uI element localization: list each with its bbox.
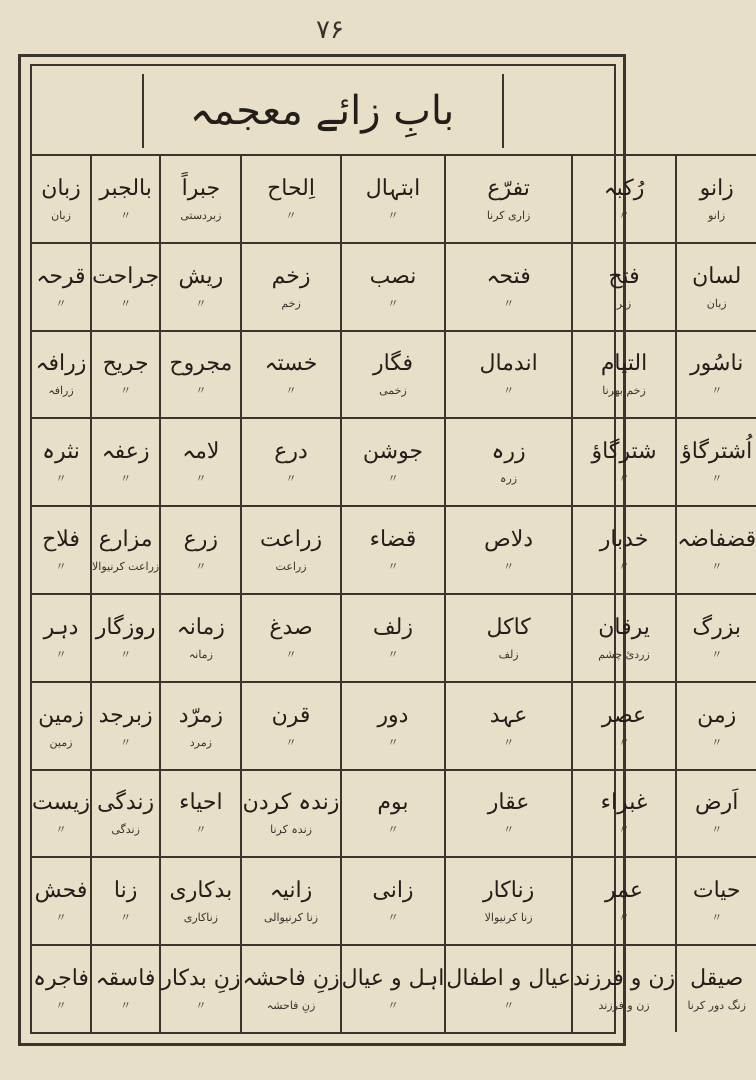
- entry-meaning: 〃: [120, 472, 132, 486]
- entry-meaning: 〃: [618, 823, 630, 837]
- entry-word: اہل و عیال: [341, 966, 445, 992]
- vocabulary-cell: [675, 505, 756, 593]
- vocabulary-cell: [675, 681, 756, 769]
- entry-meaning: زمین: [49, 735, 73, 749]
- entry-meaning: 〃: [120, 999, 132, 1013]
- entry-word: زندہ کردن: [242, 790, 340, 816]
- entry-word: عصر: [601, 702, 647, 728]
- vocabulary-cell: [240, 681, 339, 769]
- entry-meaning: زبر: [616, 296, 632, 310]
- vocabulary-cell: [571, 505, 675, 593]
- entry-meaning: زبان: [706, 296, 727, 310]
- vocabulary-cell: [32, 681, 90, 769]
- entry-meaning: 〃: [120, 911, 132, 925]
- entry-word: نثرہ: [42, 439, 80, 465]
- vocabulary-cell: [240, 242, 339, 330]
- entry-word: زمانہ: [176, 614, 225, 640]
- entry-word: زرع: [183, 527, 219, 553]
- entry-word: زانی: [372, 878, 414, 904]
- entry-meaning: زردیٔ چشم: [598, 647, 650, 661]
- entry-meaning: 〃: [503, 999, 515, 1013]
- entry-word: زرافہ: [35, 351, 87, 377]
- entry-word: مزارع: [98, 527, 153, 553]
- vocabulary-cell: [340, 769, 445, 857]
- vocabulary-cell: [444, 242, 571, 330]
- vocabulary-cell: [444, 593, 571, 681]
- entry-meaning: زن و فرزند: [598, 999, 650, 1013]
- entry-meaning: 〃: [285, 472, 297, 486]
- vocabulary-cell: [675, 944, 756, 1032]
- entry-meaning: زخم بھرنا: [602, 384, 646, 398]
- entry-word: اَرض: [695, 790, 739, 816]
- entry-meaning: 〃: [711, 560, 723, 574]
- entry-word: فگار: [372, 351, 413, 377]
- entry-word: قرن: [271, 702, 311, 728]
- vocabulary-cell: [675, 417, 756, 505]
- entry-word: زن و فرزند: [572, 966, 676, 992]
- entry-meaning: 〃: [387, 999, 399, 1013]
- vocabulary-cell: [675, 769, 756, 857]
- vocabulary-cell: [340, 681, 445, 769]
- entry-word: زمرّد: [178, 702, 224, 728]
- entry-word: اندمال: [479, 351, 538, 377]
- entry-word: زعفہ: [101, 439, 150, 465]
- vocabulary-cell: [675, 154, 756, 242]
- entry-meaning: 〃: [503, 735, 515, 749]
- entry-word: بوم: [377, 790, 409, 816]
- entry-meaning: 〃: [55, 911, 67, 925]
- entry-word: کاکل: [486, 614, 531, 640]
- vocabulary-cell: [32, 769, 90, 857]
- entry-meaning: 〃: [55, 999, 67, 1013]
- entry-word: عمر: [605, 878, 644, 904]
- entry-meaning: 〃: [55, 472, 67, 486]
- entry-word: زانو: [699, 175, 734, 201]
- vocabulary-cell: [240, 154, 339, 242]
- vocabulary-cell: [340, 154, 445, 242]
- entry-word: احیاء: [179, 790, 223, 816]
- entry-word: لسان: [692, 263, 742, 289]
- entry-word: فحش: [34, 878, 88, 904]
- vocabulary-cell: [340, 242, 445, 330]
- entry-meaning: 〃: [387, 647, 399, 661]
- entry-word: صیقل: [690, 966, 744, 992]
- vocabulary-cell: [32, 330, 90, 418]
- entry-word: زانیہ: [269, 878, 313, 904]
- entry-meaning: 〃: [503, 560, 515, 574]
- entry-word: لامہ: [182, 439, 220, 465]
- vocabulary-cell: [159, 856, 240, 944]
- title-divider-right: [502, 74, 504, 148]
- entry-word: جبراً: [181, 175, 221, 201]
- entry-meaning: زرافہ: [48, 384, 74, 398]
- entry-meaning: 〃: [55, 296, 67, 310]
- vocabulary-cell: [675, 242, 756, 330]
- vocabulary-cell: [32, 417, 90, 505]
- entry-meaning: 〃: [195, 999, 207, 1013]
- entry-word: دور: [377, 702, 409, 728]
- entry-word: دلاص: [484, 527, 534, 553]
- entry-word: فاسقہ: [95, 966, 156, 992]
- vocabulary-cell: [240, 944, 339, 1032]
- vocabulary-cell: [571, 330, 675, 418]
- page-number: ۷۶: [316, 15, 344, 45]
- entry-meaning: 〃: [387, 472, 399, 486]
- vocabulary-cell: [159, 154, 240, 242]
- vocabulary-cell: [159, 505, 240, 593]
- entry-meaning: 〃: [195, 823, 207, 837]
- vocabulary-cell: [340, 505, 445, 593]
- entry-meaning: زمرد: [189, 735, 212, 749]
- vocabulary-cell: [159, 417, 240, 505]
- entry-meaning: زخم: [281, 296, 301, 310]
- vocabulary-cell: [444, 769, 571, 857]
- vocabulary-cell: [32, 242, 90, 330]
- entry-word: خدبار: [599, 527, 649, 553]
- vocabulary-cell: [571, 769, 675, 857]
- entry-meaning: زنا کرنیوالا: [484, 911, 533, 925]
- vocabulary-cell: [571, 944, 675, 1032]
- entry-meaning: 〃: [387, 735, 399, 749]
- entry-meaning: 〃: [285, 735, 297, 749]
- vocabulary-cell: [571, 681, 675, 769]
- vocabulary-cell: [159, 944, 240, 1032]
- entry-meaning: 〃: [195, 560, 207, 574]
- entry-word: جریح: [102, 351, 149, 377]
- entry-meaning: زنگ دور کرنا: [687, 999, 746, 1013]
- vocabulary-cell: [32, 856, 90, 944]
- entry-word: زخم: [271, 263, 311, 289]
- entry-meaning: 〃: [120, 384, 132, 398]
- vocabulary-cell: [240, 593, 339, 681]
- entry-meaning: زنِ فاحشہ: [266, 999, 316, 1013]
- vocabulary-cell: [90, 505, 159, 593]
- entry-word: مجروح: [169, 351, 233, 377]
- entry-meaning: 〃: [387, 823, 399, 837]
- vocabulary-cell: [340, 417, 445, 505]
- entry-meaning: زراعت: [275, 560, 307, 574]
- vocabulary-cell: [159, 769, 240, 857]
- entry-meaning: زناکاری: [183, 911, 218, 925]
- entry-meaning: 〃: [711, 735, 723, 749]
- entry-word: زراعت: [260, 527, 323, 553]
- entry-word: ناسُور: [690, 351, 744, 377]
- entry-meaning: 〃: [711, 647, 723, 661]
- entry-word: خستہ: [264, 351, 318, 377]
- entry-meaning: زلف: [498, 647, 519, 661]
- entry-meaning: 〃: [387, 911, 399, 925]
- entry-meaning: 〃: [711, 384, 723, 398]
- entry-meaning: زاری کرنا: [486, 208, 531, 222]
- vocabulary-cell: [571, 593, 675, 681]
- vocabulary-cell: [240, 505, 339, 593]
- entry-word: عہد: [489, 702, 528, 728]
- entry-word: زرہ: [491, 439, 526, 465]
- entry-meaning: زبردستی: [180, 208, 222, 222]
- entry-meaning: 〃: [387, 296, 399, 310]
- vocabulary-cell: [90, 856, 159, 944]
- entry-word: ابتہال: [365, 175, 421, 201]
- vocabulary-cell: [159, 681, 240, 769]
- entry-meaning: 〃: [618, 735, 630, 749]
- entry-meaning: 〃: [120, 647, 132, 661]
- entry-meaning: 〃: [120, 296, 132, 310]
- entry-word: دہر: [43, 614, 79, 640]
- entry-meaning: 〃: [195, 472, 207, 486]
- table-frame: [30, 64, 756, 1034]
- vocabulary-cell: [90, 242, 159, 330]
- entry-meaning: 〃: [195, 296, 207, 310]
- entry-word: بزرگ: [692, 614, 741, 640]
- vocabulary-cell: [571, 856, 675, 944]
- vocabulary-cell: [90, 417, 159, 505]
- vocabulary-cell: [444, 330, 571, 418]
- entry-meaning: 〃: [387, 208, 399, 222]
- entry-word: یرقان: [598, 614, 650, 640]
- entry-meaning: زرہ: [500, 472, 518, 486]
- vocabulary-cell: [159, 242, 240, 330]
- vocabulary-cell: [571, 154, 675, 242]
- entry-meaning: 〃: [503, 384, 515, 398]
- entry-word: زنا: [113, 878, 138, 904]
- vocabulary-cell: [240, 769, 339, 857]
- entry-meaning: 〃: [285, 384, 297, 398]
- vocabulary-cell: [90, 154, 159, 242]
- entry-word: زنِ فاحشہ: [242, 966, 340, 992]
- entry-meaning: 〃: [618, 208, 630, 222]
- entry-meaning: زانو: [708, 208, 726, 222]
- vocabulary-grid: [32, 154, 756, 1032]
- entry-word: فتحہ: [486, 263, 531, 289]
- vocabulary-cell: [444, 154, 571, 242]
- entry-meaning: 〃: [285, 208, 297, 222]
- entry-meaning: 〃: [618, 560, 630, 574]
- entry-meaning: 〃: [711, 911, 723, 925]
- vocabulary-cell: [444, 681, 571, 769]
- entry-meaning: 〃: [503, 823, 515, 837]
- entry-meaning: 〃: [618, 472, 630, 486]
- entry-word: قضفاضہ: [677, 527, 756, 553]
- entry-word: زناکار: [482, 878, 535, 904]
- entry-word: زیست: [32, 790, 90, 816]
- vocabulary-cell: [240, 417, 339, 505]
- vocabulary-cell: [32, 154, 90, 242]
- entry-word: صدغ: [269, 614, 313, 640]
- entry-word: تفرّع: [487, 175, 530, 201]
- entry-meaning: 〃: [711, 823, 723, 837]
- entry-word: ریش: [178, 263, 224, 289]
- entry-word: فتح: [608, 263, 640, 289]
- entry-word: بالجبر: [99, 175, 152, 201]
- vocabulary-cell: [444, 417, 571, 505]
- vocabulary-cell: [32, 505, 90, 593]
- entry-meaning: 〃: [55, 560, 67, 574]
- entry-meaning: 〃: [120, 208, 132, 222]
- entry-meaning: زبان: [51, 208, 71, 222]
- title-divider-left: [142, 74, 144, 148]
- title-box: [32, 66, 614, 156]
- entry-word: زمین: [38, 702, 84, 728]
- entry-meaning: 〃: [120, 735, 132, 749]
- entry-meaning: زخمی: [379, 384, 407, 398]
- entry-word: جراحت: [92, 263, 160, 289]
- vocabulary-cell: [340, 944, 445, 1032]
- vocabulary-cell: [444, 505, 571, 593]
- entry-word: روزگار: [95, 614, 156, 640]
- entry-word: عیال و اطفال: [446, 966, 571, 992]
- vocabulary-cell: [240, 330, 339, 418]
- entry-word: جوشن: [362, 439, 424, 465]
- entry-word: فاجرہ: [33, 966, 89, 992]
- entry-meaning: 〃: [285, 647, 297, 661]
- entry-meaning: 〃: [387, 560, 399, 574]
- vocabulary-cell: [675, 593, 756, 681]
- entry-word: زبرجد: [98, 702, 153, 728]
- entry-word: درع: [274, 439, 308, 465]
- vocabulary-cell: [90, 330, 159, 418]
- vocabulary-cell: [90, 944, 159, 1032]
- entry-word: عقار: [487, 790, 530, 816]
- entry-word: اِلحاح: [267, 175, 315, 201]
- entry-word: قضاء: [369, 527, 417, 553]
- vocabulary-cell: [159, 330, 240, 418]
- vocabulary-cell: [90, 769, 159, 857]
- entry-word: زلف: [372, 614, 414, 640]
- entry-word: غبراء: [600, 790, 648, 816]
- entry-meaning: زمانہ: [188, 647, 213, 661]
- entry-word: اُشترگاؤ: [681, 439, 753, 465]
- entry-meaning: زندگی: [111, 823, 140, 837]
- entry-word: زنِ بدکار: [161, 966, 241, 992]
- entry-word: رُکبہ: [603, 175, 645, 201]
- vocabulary-cell: [340, 593, 445, 681]
- vocabulary-cell: [90, 681, 159, 769]
- vocabulary-cell: [90, 593, 159, 681]
- vocabulary-cell: [32, 593, 90, 681]
- entry-meaning: 〃: [711, 472, 723, 486]
- entry-meaning: 〃: [55, 823, 67, 837]
- vocabulary-cell: [32, 944, 90, 1032]
- entry-word: بدکاری: [169, 878, 233, 904]
- entry-meaning: زراعت کرنیوالا: [91, 560, 160, 574]
- vocabulary-cell: [240, 856, 339, 944]
- vocabulary-cell: [340, 330, 445, 418]
- entry-word: شترگاؤ: [591, 439, 657, 465]
- entry-meaning: زنا کرنیوالی: [263, 911, 319, 925]
- entry-word: حیات: [692, 878, 741, 904]
- entry-word: زمن: [697, 702, 737, 728]
- entry-word: قرحہ: [36, 263, 86, 289]
- vocabulary-cell: [444, 856, 571, 944]
- vocabulary-cell: [444, 944, 571, 1032]
- entry-word: نصب: [369, 263, 417, 289]
- entry-meaning: 〃: [195, 384, 207, 398]
- entry-meaning: 〃: [618, 911, 630, 925]
- vocabulary-cell: [571, 242, 675, 330]
- vocabulary-cell: [340, 856, 445, 944]
- chapter-title: بابِ زائے معجمہ: [189, 88, 455, 134]
- entry-meaning: زندہ کرنا: [270, 823, 312, 837]
- entry-meaning: 〃: [503, 296, 515, 310]
- vocabulary-cell: [159, 593, 240, 681]
- entry-word: زندگی: [97, 790, 155, 816]
- entry-meaning: 〃: [55, 647, 67, 661]
- entry-word: فلاح: [42, 527, 80, 553]
- vocabulary-cell: [571, 417, 675, 505]
- vocabulary-cell: [675, 856, 756, 944]
- entry-word: زبان: [41, 175, 81, 201]
- entry-word: التیام: [600, 351, 648, 377]
- vocabulary-cell: [675, 330, 756, 418]
